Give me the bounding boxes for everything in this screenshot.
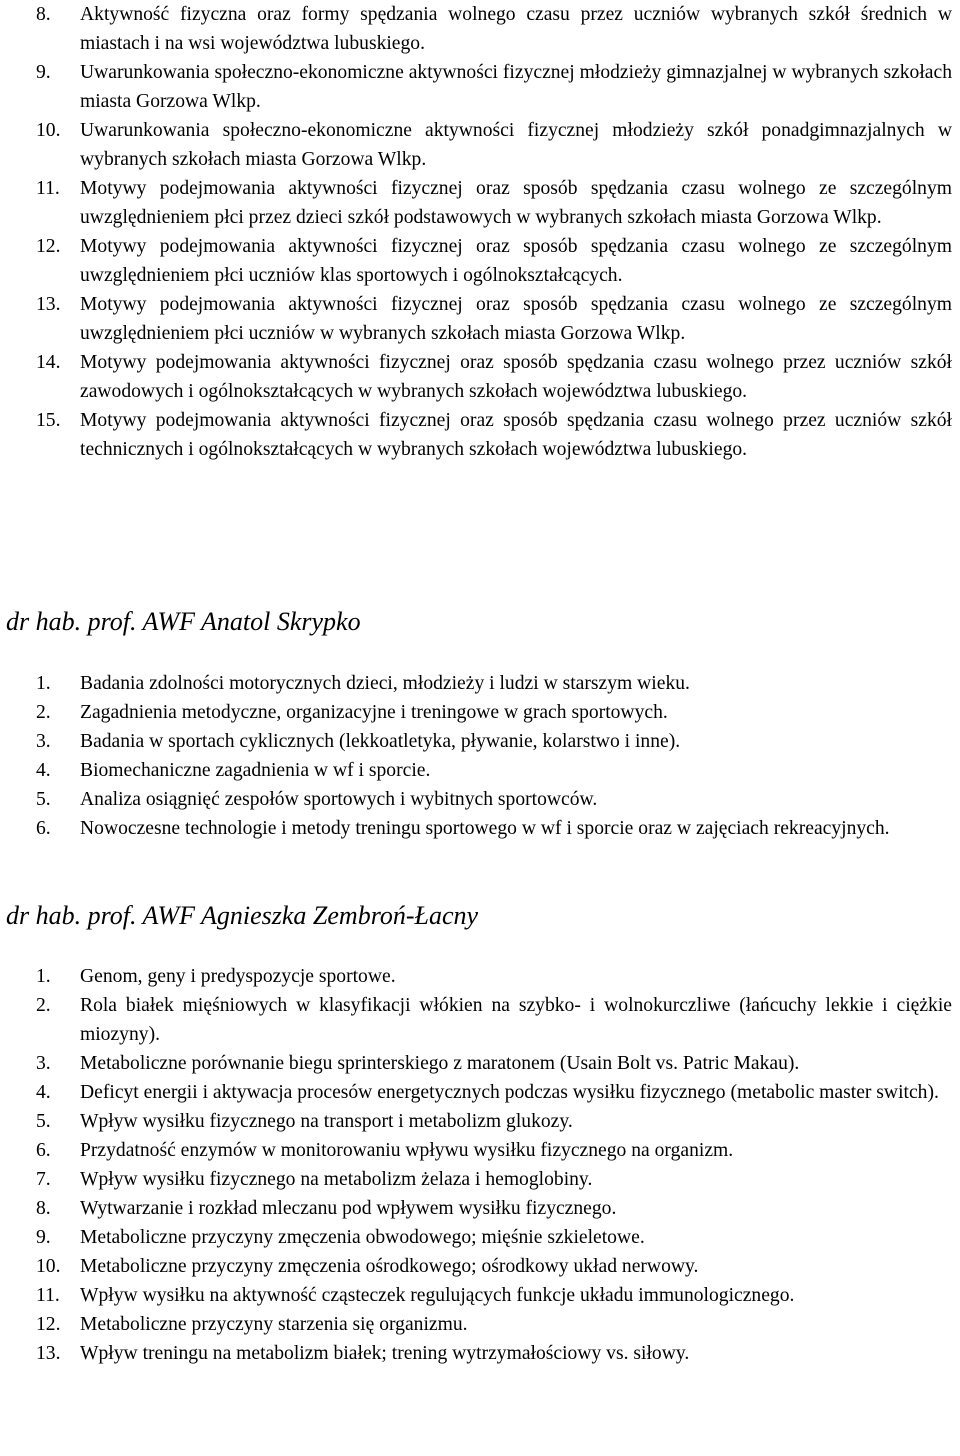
supervisor-heading: dr hab. prof. AWF Agnieszka Zembroń-Łacny	[6, 901, 479, 930]
item-number: 13.	[36, 294, 61, 315]
supervisor-topics-skrypko	[36, 669, 952, 843]
item-text: Badania zdolności motorycznych dzieci, młodzieży i ludzi w starszym wieku.	[80, 673, 690, 694]
list-item	[36, 1281, 952, 1310]
item-text: Nowoczesne technologie i metody treningu sportowego w wf i sporcie oraz w zajęciach rekreacyjnych.	[80, 818, 890, 839]
item-text: Aktywność fizyczna oraz formy spędzania wolnego czasu przez uczniów wybranych szkół średnich w miastach i na wsi województwa lubuskiego.	[80, 4, 952, 54]
list-item	[36, 406, 952, 464]
item-number: 5.	[36, 789, 51, 810]
list-item	[36, 785, 952, 814]
list-item	[36, 1078, 952, 1107]
item-number: 1.	[36, 966, 51, 987]
item-text: Wpływ wysiłku fizycznego na transport i metabolizm glukozy.	[80, 1111, 573, 1132]
list-item	[36, 1165, 952, 1194]
item-number: 11.	[36, 178, 60, 199]
item-number: 12.	[36, 236, 61, 257]
item-text: Wytwarzanie i rozkład mleczanu pod wpływem wysiłku fizycznego.	[80, 1198, 617, 1219]
item-number: 9.	[36, 62, 51, 83]
item-number: 14.	[36, 352, 61, 373]
item-number: 8.	[36, 1198, 51, 1219]
list-item	[36, 991, 952, 1049]
list-item	[36, 962, 952, 991]
item-text: Badania w sportach cyklicznych (lekkoatletyka, pływanie, kolarstwo i inne).	[80, 731, 681, 752]
list-item	[36, 727, 952, 756]
list-item	[36, 756, 952, 785]
list-item	[36, 669, 952, 698]
item-number: 9.	[36, 1227, 51, 1248]
item-number: 10.	[36, 1256, 61, 1277]
item-text: Uwarunkowania społeczno-ekonomiczne aktywności fizycznej młodzieży szkół ponadgimnazjalnych w wybranych szkołach miasta Gorzowa Wlkp.	[80, 120, 952, 170]
topic-list	[36, 0, 952, 464]
list-item	[36, 1223, 952, 1252]
list-item	[36, 1194, 952, 1223]
item-number: 8.	[36, 4, 51, 25]
list-item	[36, 232, 952, 290]
item-number: 3.	[36, 731, 51, 752]
item-text: Metaboliczne porównanie biegu sprinterskiego z maratonem (Usain Bolt vs. Patric Makau).	[80, 1053, 800, 1074]
topic-list	[36, 962, 952, 1368]
item-number: 6.	[36, 1140, 51, 1161]
list-item	[36, 1107, 952, 1136]
item-number: 6.	[36, 818, 51, 839]
item-text: Wpływ wysiłku fizycznego na metabolizm żelaza i hemoglobiny.	[80, 1169, 593, 1190]
topic-list-continued	[36, 0, 952, 464]
list-item	[36, 290, 952, 348]
item-number: 10.	[36, 120, 61, 141]
supervisor-topics-zembron-lacny	[36, 962, 952, 1368]
item-number: 4.	[36, 760, 51, 781]
item-number: 7.	[36, 1169, 51, 1190]
list-item	[36, 1339, 952, 1368]
item-number: 13.	[36, 1343, 61, 1364]
item-text: Motywy podejmowania aktywności fizycznej oraz sposób spędzania czasu wolnego ze szczególnym uwzględnieniem płci uczniów w wybranych szkołach miasta Gorzowa Wlkp.	[80, 294, 952, 344]
item-number: 2.	[36, 702, 51, 723]
list-item	[36, 1049, 952, 1078]
item-text: Motywy podejmowania aktywności fizycznej oraz sposób spędzania czasu wolnego ze szczególnym uwzględnieniem płci uczniów klas sportowych i ogólnokształcących.	[80, 236, 952, 286]
item-text: Wpływ treningu na metabolizm białek; trening wytrzymałościowy vs. siłowy.	[80, 1343, 690, 1364]
list-item	[36, 814, 952, 843]
list-item	[36, 348, 952, 406]
item-text: Metaboliczne przyczyny zmęczenia obwodowego; mięśnie szkieletowe.	[80, 1227, 645, 1248]
list-item	[36, 1252, 952, 1281]
item-number: 2.	[36, 995, 51, 1016]
item-number: 11.	[36, 1285, 60, 1306]
item-text: Metaboliczne przyczyny starzenia się organizmu.	[80, 1314, 468, 1335]
item-text: Deficyt energii i aktywacja procesów energetycznych podczas wysiłku fizycznego (metabolic master switch).	[80, 1082, 939, 1103]
item-number: 4.	[36, 1082, 51, 1103]
item-text: Genom, geny i predyspozycje sportowe.	[80, 966, 396, 987]
item-text: Wpływ wysiłku na aktywność cząsteczek regulujących funkcje układu immunologicznego.	[80, 1285, 795, 1306]
supervisor-heading: dr hab. prof. AWF Anatol Skrypko	[6, 607, 361, 636]
item-number: 15.	[36, 410, 61, 431]
item-number: 5.	[36, 1111, 51, 1132]
item-number: 1.	[36, 673, 51, 694]
item-number: 12.	[36, 1314, 61, 1335]
item-text: Analiza osiągnięć zespołów sportowych i wybitnych sportowców.	[80, 789, 598, 810]
list-item	[36, 116, 952, 174]
item-text: Motywy podejmowania aktywności fizycznej oraz sposób spędzania czasu wolnego przez uczniów szkół zawodowych i ogólnokształcących w wybranych szkołach województwa lubuskiego.	[80, 352, 952, 402]
item-text: Motywy podejmowania aktywności fizycznej oraz sposób spędzania czasu wolnego przez uczniów szkół technicznych i ogólnokształcących w wybranych szkołach województwa lubuskiego.	[80, 410, 952, 460]
list-item	[36, 1136, 952, 1165]
list-item	[36, 174, 952, 232]
supervisor-section-zembron-lacny	[6, 899, 952, 933]
list-item	[36, 1310, 952, 1339]
item-text: Przydatność enzymów w monitorowaniu wpływu wysiłku fizycznego na organizm.	[80, 1140, 734, 1161]
item-text: Uwarunkowania społeczno-ekonomiczne aktywności fizycznej młodzieży gimnazjalnej w wybranych szkołach miasta Gorzowa Wlkp.	[80, 62, 952, 112]
item-text: Motywy podejmowania aktywności fizycznej oraz sposób spędzania czasu wolnego ze szczególnym uwzględnieniem płci przez dzieci szkół podstawowych w wybranych szkołach miasta Gorzowa Wlkp.	[80, 178, 952, 228]
list-item	[36, 698, 952, 727]
supervisor-section-skrypko	[6, 605, 952, 639]
item-text: Rola białek mięśniowych w klasyfikacji włókien na szybko- i wolnokurczliwe (łańcuchy lekkie i ciężkie miozyny).	[80, 995, 952, 1045]
item-text: Metaboliczne przyczyny zmęczenia ośrodkowego; ośrodkowy układ nerwowy.	[80, 1256, 699, 1277]
item-number: 3.	[36, 1053, 51, 1074]
item-text: Zagadnienia metodyczne, organizacyjne i treningowe w grach sportowych.	[80, 702, 668, 723]
list-item	[36, 58, 952, 116]
list-item	[36, 0, 952, 58]
topic-list	[36, 669, 952, 843]
item-text: Biomechaniczne zagadnienia w wf i sporcie.	[80, 760, 431, 781]
